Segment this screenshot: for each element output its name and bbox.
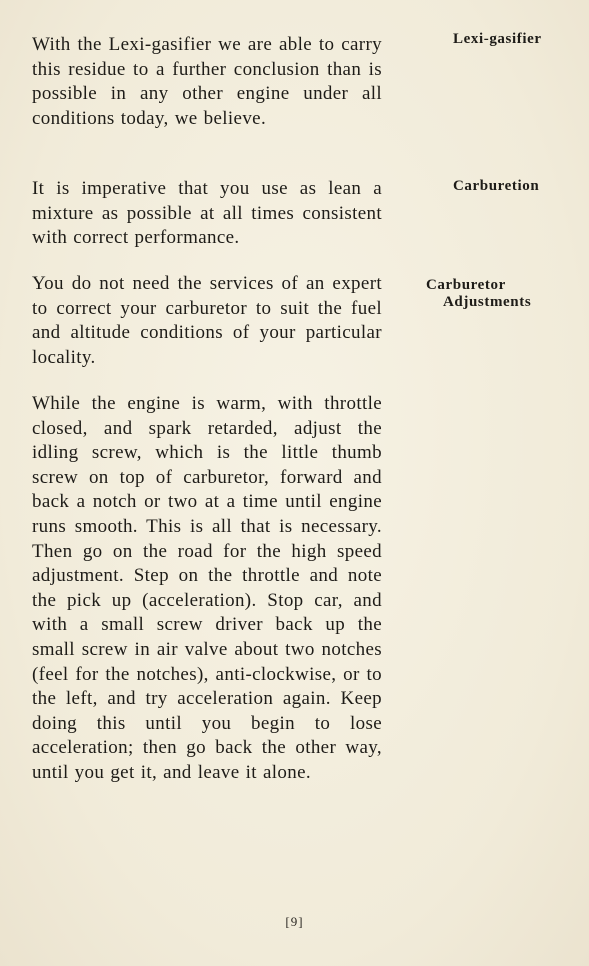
margin-note-carburetor (426, 277, 531, 311)
margin-note-lexi-gasifier: Lexi-gasifier (453, 31, 542, 47)
margin-note-carburetion: Carburetion (453, 178, 540, 194)
paragraph-carburetor-adjustments: While the engine is warm, with throttle closed, and spark retarded, adjust the idling screw, which is the little thumb screw on top of carburetor, forward and back a notch or two at a time until engine runs smooth. This is all that is necessary. Then go on the road for the high speed adjustment. Step on the throttle and note the pick up (acceleration). Stop car, and with a small screw driver back up the small screw in air valve about two notches (feel for the notches), anti-clockwise, or to the left, and try acceleration again. Keep doing this until you begin to lose acceleration; then go back the other way, until you get it, and leave it alone. (32, 393, 382, 783)
paragraph-lexi-gasifier: With the Lexi-gasifier we are able to carry this residue to a further conclusion than is possible in any other engine under all conditions today, we believe. (32, 34, 382, 129)
margin-note-carburetor-line1: Carburetor (426, 277, 506, 293)
page-number: [9] (285, 914, 304, 929)
paragraph-carburetor-expert: You do not need the services of an expert to correct your carburetor to suit the fuel and altitude conditions of your particular locality. (32, 273, 382, 368)
margin-note-carburetor-line2: Adjustments (443, 294, 532, 310)
paragraph-carburetion: It is imperative that you use as lean a mixture as possible at all times consistent with correct performance. (32, 178, 382, 249)
